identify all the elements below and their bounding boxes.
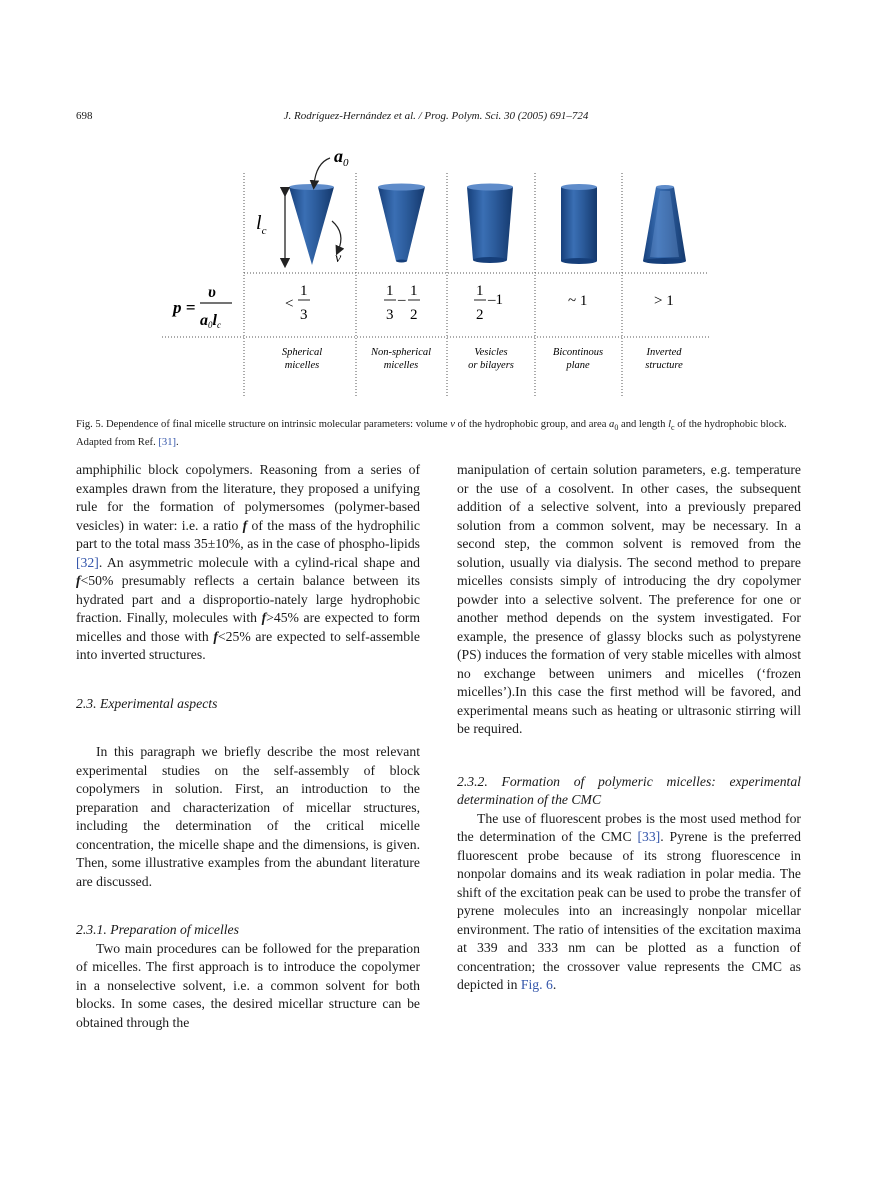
label-inverted-1: Inverted [646, 347, 682, 358]
label-bicontinous-1: Bicontinous [552, 347, 604, 358]
ratio-row [285, 283, 674, 323]
svg-text:3: 3 [386, 307, 394, 323]
svg-text:2: 2 [476, 307, 484, 323]
shape-inverted-cone [643, 185, 686, 264]
label-nonspherical-2: micelles [383, 360, 419, 371]
grid-lines [162, 173, 709, 397]
ratio-bicontinuous: ~ 1 [568, 293, 588, 309]
label-vesicles-2: or bilayers [468, 360, 514, 371]
symbol-a0: $a_0$ [334, 146, 349, 169]
label-vesicles-1: Vesicles [474, 347, 508, 358]
shape-cylinder [561, 184, 597, 264]
left-column [76, 461, 420, 1032]
ref-31-link[interactable]: [31] [158, 437, 177, 449]
ref-33-link[interactable]: [33] [637, 829, 661, 844]
area-arrow [314, 158, 330, 185]
paragraph: manipulation of certain solution parameters, e.g. temperature or the use of a cosolvent. In other cases, the subsequent addition of a selective solvent, into a previously prepared solution from a common solvent, may be necessary. In a second step, the common solvent is removed from the solution, usually via dialysis. The second method to prepare micelles consists simply of introducing the dry copolymer powder into a selective solvent. The preference for one or another method depends on the system investigated. For example, the presence of glassy blocks such as polystyrene (PS) induces the formation of very stable micelles with almost no exchange between unimers and micelles (‘frozen micelles’).In this case the first method will be favored, and experimental means such as heating or ultrasonic stirring will be required. [457, 462, 801, 736]
ratio-non-spherical [384, 283, 420, 323]
ratio-vesicles [474, 283, 503, 323]
svg-text:p =: p = [173, 298, 196, 317]
ratio-spherical [285, 283, 310, 323]
ratio-inverted: > 1 [654, 293, 674, 309]
packing-equation [171, 284, 232, 330]
paragraph: In this paragraph we briefly describe the most relevant experimental studies on the self-assembly of block copolymers in solution. First, an introduction to the preparation and characterization of micellar structures, including the determination of the critical micelle concentration, the micelle shape and the dimensions, is given. Then, some illustrative examples from the abundant literature are discussed. [76, 744, 420, 889]
svg-text:1: 1 [386, 283, 394, 299]
page-number: 698 [76, 110, 93, 122]
svg-text:1: 1 [476, 283, 484, 299]
svg-text:–1: –1 [488, 292, 503, 308]
section-heading-2-3-1: 2.3.1. Preparation of micelles [76, 922, 239, 937]
svg-text:3: 3 [300, 307, 308, 323]
ref-32-link[interactable]: [32] [76, 554, 99, 570]
figure-5 [76, 145, 800, 415]
running-head: J. Rodríguez-Hernández et al. / Prog. Polym. Sci. 30 (2005) 691–724 [283, 110, 589, 122]
svg-text:1: 1 [410, 283, 418, 299]
volume-arrow [332, 221, 341, 251]
shape-slight-cone [467, 184, 513, 264]
shape-truncated-cone [378, 184, 425, 263]
svg-text:1: 1 [300, 283, 308, 299]
label-spherical-1: Spherical [281, 347, 323, 358]
label-inverted-2: structure [645, 360, 683, 371]
svg-text:a0lc: a0lc [200, 312, 221, 330]
figure-caption: Fig. 5. Dependence of final micelle structure on intrinsic molecular parameters: volume v of the hydrophobic group, and area $a_0$ and length $l_c$ of the hydrophobic block. Adapted from Ref. [31]. [76, 419, 787, 449]
paragraph: Two main procedures can be followed for the preparation of micelles. The first approach is to introduce the copolymer in a nonselective solvent, i.e. a common solvent for both blocks. In some cases, the desired micellar structure can be obtained through the [76, 940, 420, 1030]
svg-text:–: – [398, 292, 406, 308]
svg-text:υ: υ [208, 284, 216, 301]
section-heading-2-3: 2.3. Experimental aspects [76, 695, 218, 711]
symbol-v: v [335, 251, 342, 266]
shape-cone-spherical [289, 184, 334, 265]
symbol-lc: $l_c$ [256, 212, 267, 237]
label-spherical-2: micelles [284, 360, 320, 371]
section-heading-2-3-2: 2.3.2. Formation of polymeric micelles: experimental determination of the CMC [457, 773, 801, 807]
right-column [457, 461, 801, 995]
structure-labels [282, 347, 683, 371]
svg-text:2: 2 [410, 307, 418, 323]
svg-text:<: < [285, 296, 294, 312]
label-bicontinous-2: plane [566, 360, 590, 371]
paragraph: The use of fluorescent probes is the most used method for the determination of the CMC [33]. Pyrene is the preferred fluorescent probe because of its strong fluorescence in nonpolar domains and its weak radiation in polar media. The shift of the excitation peak can be used to probe the transfer of pyrene molecules into an increasingly nonpolar micellar environment. The ratio of intensities of the excitation maxima at 339 and 333 nm can be plotted as a function of concentration; the crossover value represents the CMC as depicted in Fig. 6. [457, 810, 801, 992]
fig-6-link[interactable]: Fig. 6 [520, 977, 553, 992]
label-nonspherical-1: Non-spherical [370, 347, 432, 358]
paragraph: amphiphilic block copolymers. Reasoning from a series of examples drawn from the literature, they proposed a unifying rule for the formation of polymersomes (polymer-based vesicles) in water: i.e. a ratio f of the mass of the hydrophilic part to the total mass 35±10%, as in the case of phospho-lipids [32]. An asymmetric molecule with a cylind-rical shape and f<50% presumably reflects a certain balance between its hydrated part and a disproportio-nately large hydrophobic fraction. Finally, molecules with f>45% are expected to form micelles and those with f<25% are expected to self-assemble into inverted structures. [76, 462, 420, 662]
